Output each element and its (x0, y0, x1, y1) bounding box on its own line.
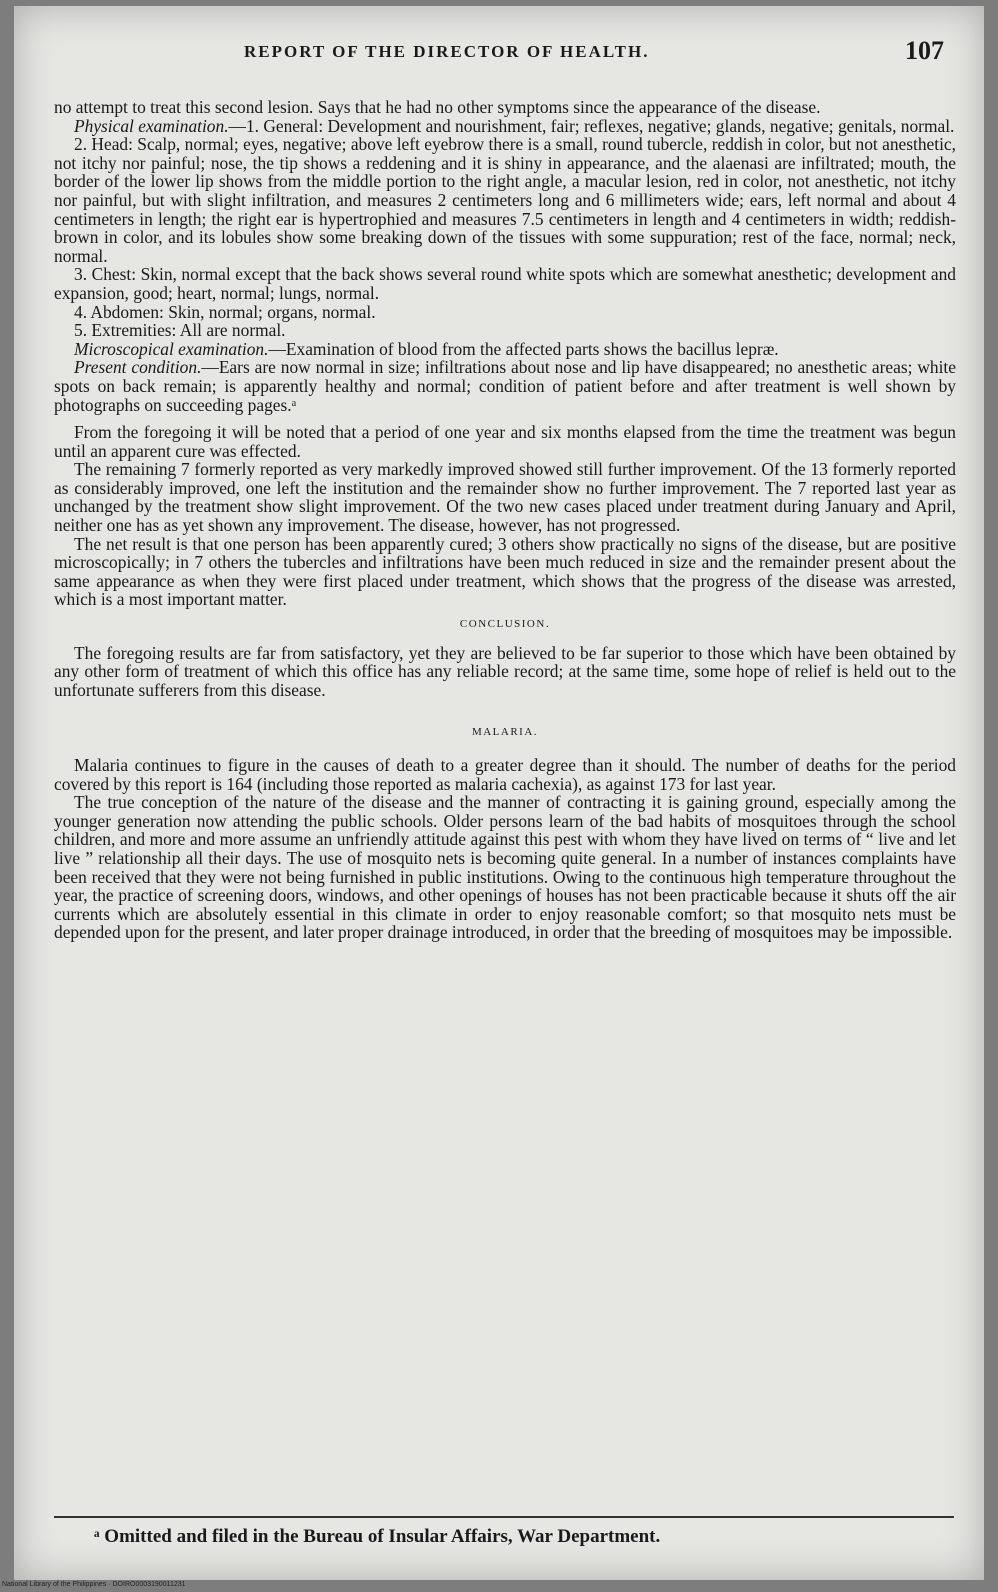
paragraph: 2. Head: Scalp, normal; eyes, negative; above left eyebrow there is a small, round tubercle, reddish in color, but not anesthetic, not itchy nor painful; nose, the tip shows a reddening and it is shiny in appearance, and the alaenasi are infiltrated; mouth, the border of the lower lip shows from the middle portion to the right angle, a macular lesion, red in color, not anesthetic, not itchy nor painful, but with slight infiltration, and measures 2 centimeters long and 6 millimeters wide; ears, left normal and about 4 centimeters in length; the right ear is hypertrophied and measures 7.5 centimeters in length and 4 centimeters in width; reddish-brown in color, and its lobules show some breaking down of the tissues with some suppuration; rest of the face, normal; neck, normal. (54, 134, 956, 266)
page-number: 107 (905, 36, 944, 65)
paragraph: The foregoing results are far from satisfactory, yet they are believed to be far superior to those which have been obtained by any other form of treatment of which this office has any reliable record; at the same time, some hope of relief is held out to the unfortunate sufferers from this disease. (54, 642, 956, 700)
paragraph: no attempt to treat this second lesion. Says that he had no other symptoms since the appearance of the disease. (54, 97, 821, 117)
document-page (14, 6, 984, 1580)
section-label: Physical examination. (74, 115, 229, 136)
page-header (54, 36, 954, 70)
section-label: Microscopical examination. (74, 338, 269, 359)
paragraph: 4. Abdomen: Skin, normal; organs, normal. (74, 301, 376, 322)
paragraph-text: —1. General: Development and nourishment, fair; reflexes, negative; glands, negative; genitals, normal. (228, 115, 955, 136)
paragraph: From the foregoing it will be noted that a period of one year and six months elapsed from the time the treatment was begun until an apparent cure was effected. (54, 422, 956, 461)
footnote: ᵃ Omitted and filed in the Bureau of Insular Affairs, War Department. (94, 1526, 661, 1547)
running-head: REPORT OF THE DIRECTOR OF HEALTH. (244, 42, 650, 61)
paragraph (54, 117, 956, 136)
paragraph (54, 358, 956, 414)
body-text (54, 98, 956, 942)
paragraph: The remaining 7 formerly reported as very markedly improved showed still further improvement. Of the 13 formerly reported as considerably improved, one left the institution and the remainder show no further improvement. The 7 reported last year as unchanged by the treatment show slight improvement. Of the two new cases placed under treatment during January and April, neither one has as yet shown any improvement. The disease, however, has not progressed. (54, 459, 956, 536)
paragraph-text: —Examination of blood from the affected parts shows the bacillus lepræ. (268, 338, 779, 359)
footnote-rule (54, 1516, 954, 1518)
paragraph-text: —Ears are now normal in size; infiltrations about nose and lip have disappeared; no anesthetic areas; white spots on back remain; is apparently healthy and normal; condition of patient before and after treatment is well shown by photographs on succeeding pages.ᵃ (54, 357, 956, 415)
paragraph: The net result is that one person has been apparently cured; 3 others show practically no signs of the disease, but are positive microscopically; in 7 others the tubercles and infiltrations have been much reduced in size and the remainder present about the same appearance as when they were first placed under treatment, which shows that the progress of the disease was arrested, which is a most important matter. (54, 533, 956, 610)
section-label: Present condition. (74, 357, 202, 378)
paragraph: The true conception of the nature of the disease and the manner of contracting it is gaining ground, especially among the younger generation now attending the public schools. Older persons learn of the bad habits of mosquitoes through the school children, and more and more assume an unfriendly attitude against this pest with whom they have lived on terms of “ live and let live ” relationship all their days. The use of mosquito nets is becoming quite general. In a number of instances complaints have been received that they were not being furnished in public institutions. Owing to the continuous high temperature throughout the year, the practice of screening doors, windows, and other openings of houses has not been practicable because it shuts off the air currents which are absolutely essential in this climate in order to enjoy reasonable comfort; so that mosquito nets must be depended upon for the present, and later proper drainage introduced, in order that the breeding of mosquitoes may be impossible. (54, 792, 956, 943)
paragraph (54, 340, 956, 359)
section-heading-conclusion: CONCLUSION. (459, 618, 551, 631)
section-heading-malaria: MALARIA. (471, 726, 539, 739)
paragraph: 3. Chest: Skin, normal except that the back shows several round white spots which are somewhat anesthetic; development and expansion, good; heart, normal; lungs, normal. (54, 264, 956, 303)
paragraph: Malaria continues to figure in the causes of death to a greater degree than it should. The number of deaths for the period covered by this report is 164 (including those reported as malaria cachexia), as against 173 for last year. (54, 755, 956, 794)
scan-imprint: National Library of the Philippines · DOIRO0003190011231 (2, 1581, 186, 1588)
paragraph: 5. Extremities: All are normal. (74, 320, 286, 341)
